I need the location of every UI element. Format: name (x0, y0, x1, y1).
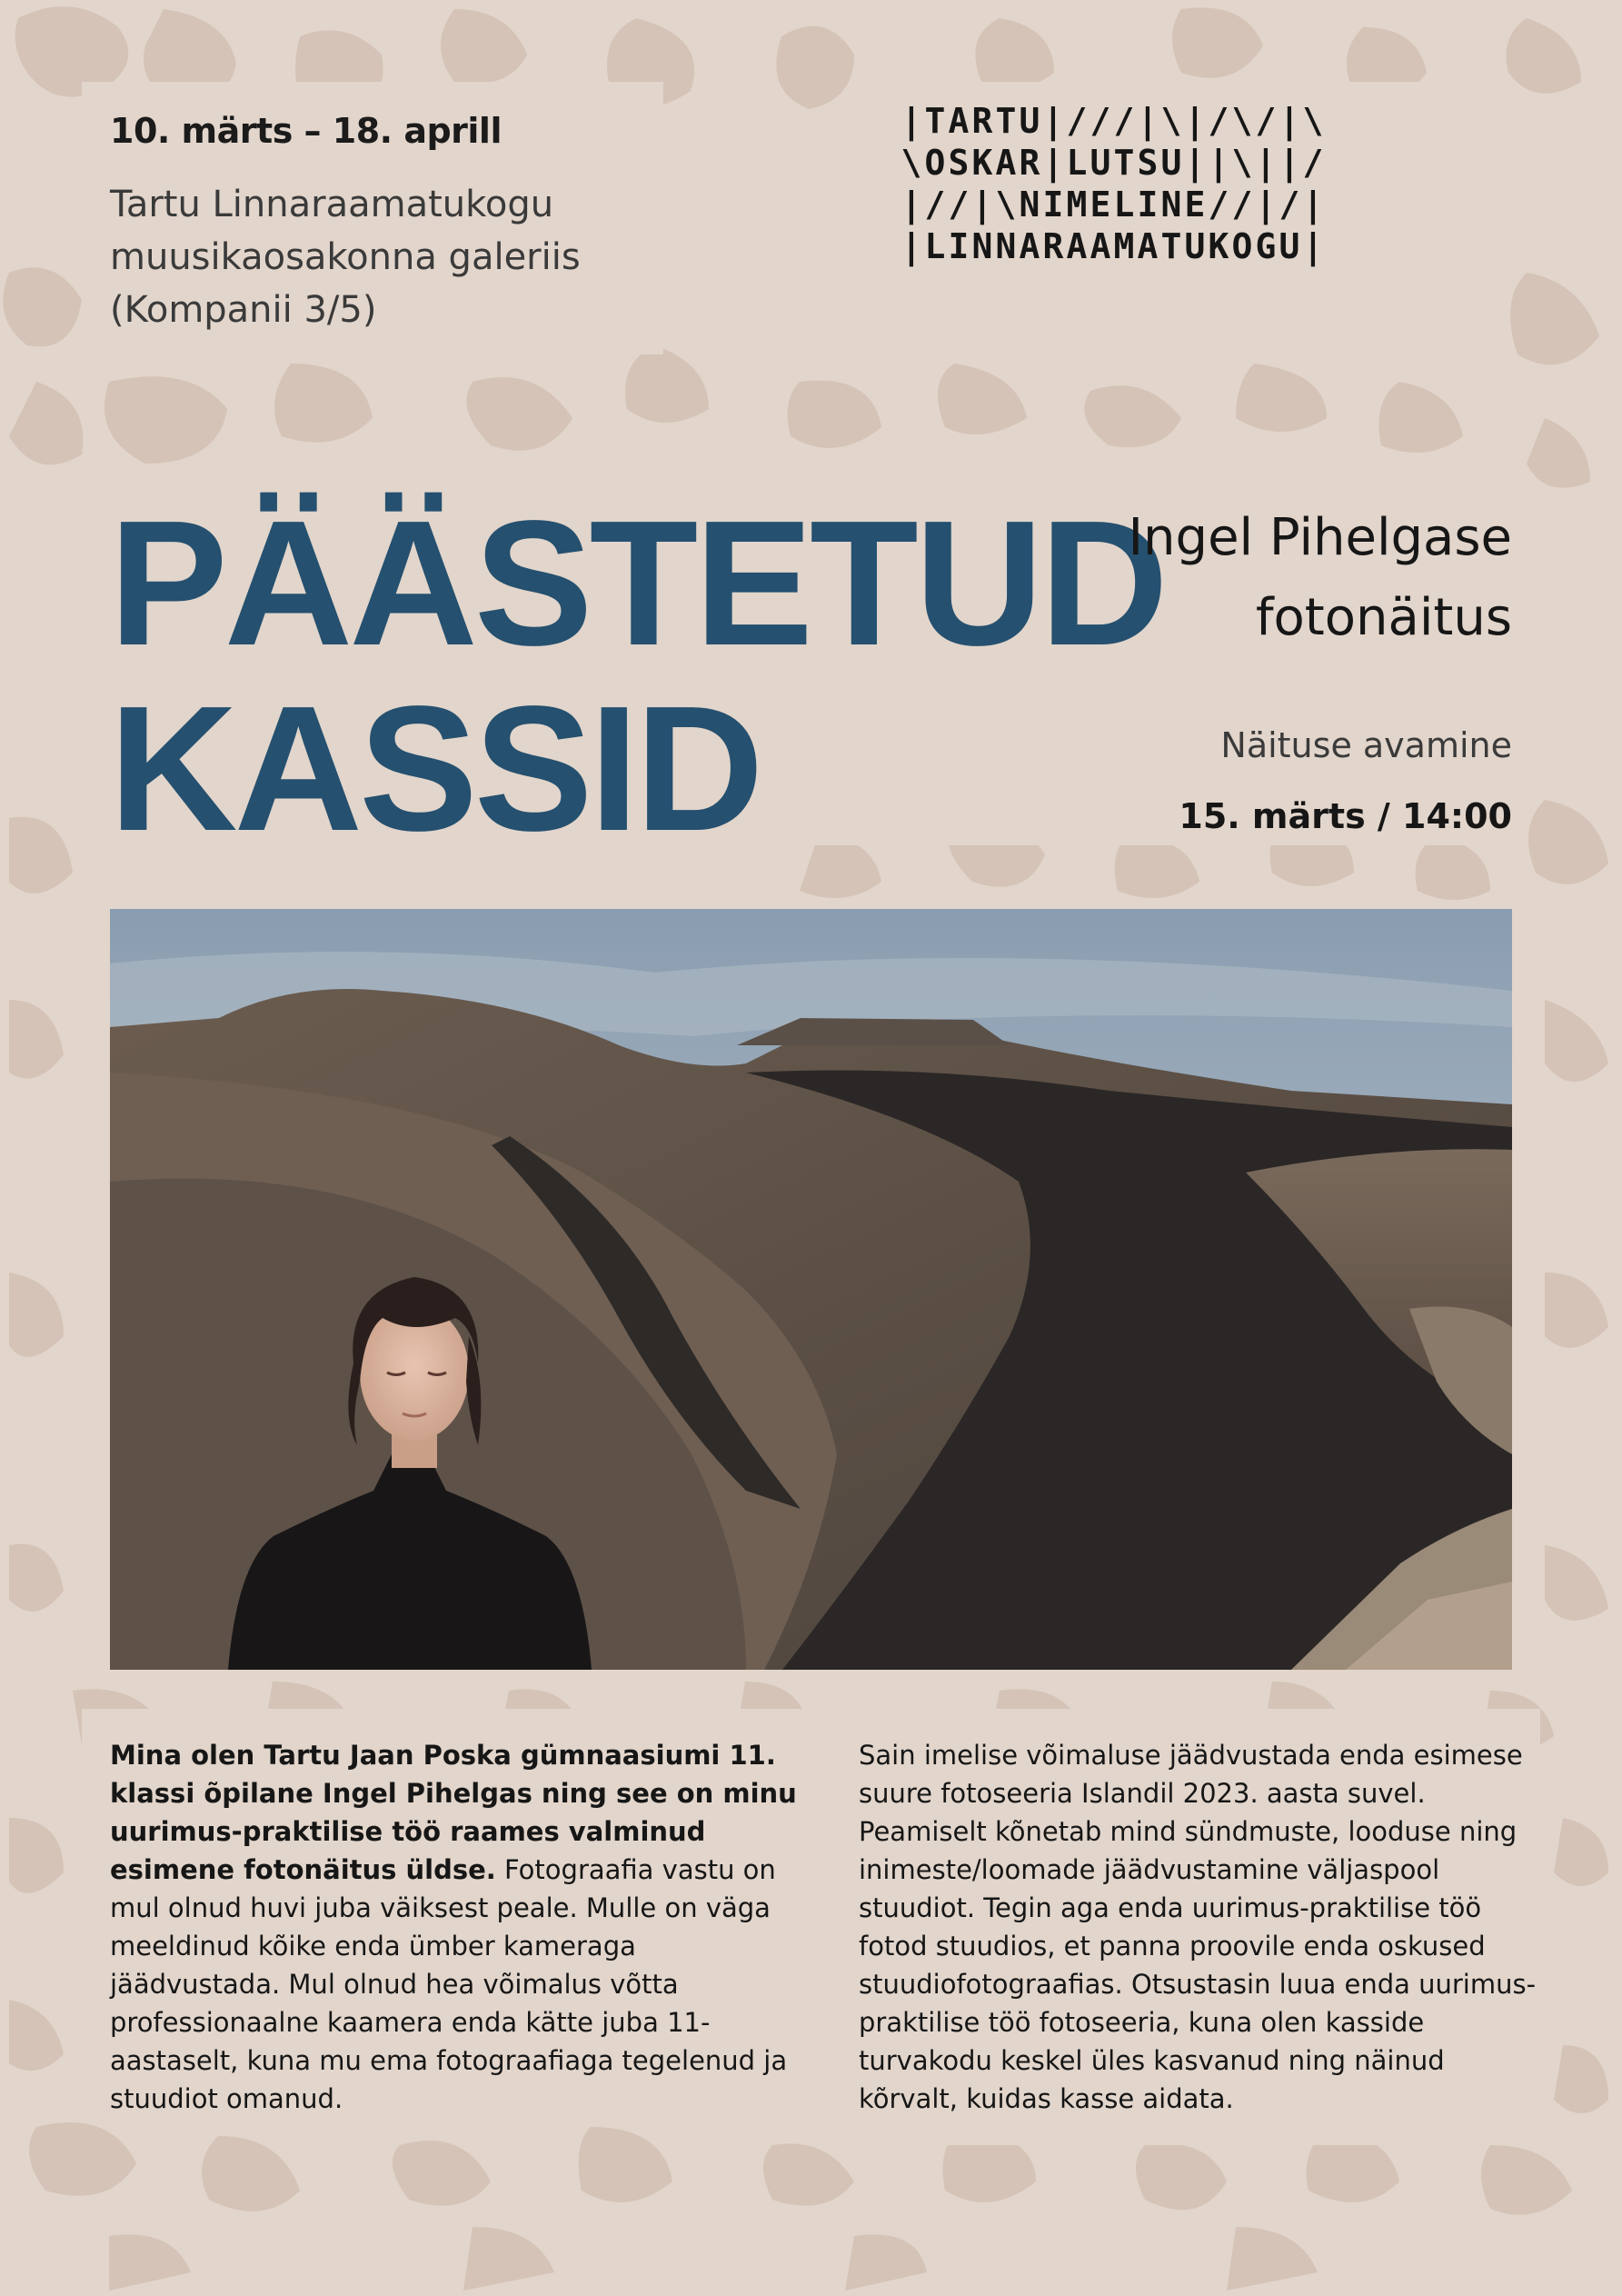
logo-char: S (948, 143, 970, 183)
logo-char: / (1090, 101, 1111, 141)
hero-photo (110, 909, 1512, 1670)
logo-char: | (1302, 185, 1324, 225)
logo-char: L (924, 226, 946, 266)
exhibition-title (109, 484, 1165, 868)
body-text-right: Sain imelise võimaluse jäädvustada enda esimese suure fotoseeria Islandil 2023. aasta suvel. Peamiselt kõnetab mind sündmuste, looduse ning inimeste/loomade jäädvustamine väljaspool stuudiot. Tegin aga enda uurimus-praktilise töö fotod stuudios, et panna proovile enda oskused stuudiofotograafias. Otsustasin luua enda uurimus-praktilise töö fotoseeria, kuna olen kasside turvakodu keskel üles kasvanud ning näinud kõrvalt, kuidas kasse aidata. (859, 1740, 1537, 2114)
logo-char: A (948, 101, 970, 141)
logo-char: N (1160, 185, 1182, 225)
exhibition-dates: 10. märts – 18. aprill (110, 111, 502, 151)
logo-char: / (1113, 101, 1135, 141)
logo-char: | (1302, 226, 1324, 266)
logo-row (900, 142, 1325, 184)
title-line: PÄÄSTETUD (109, 484, 1165, 683)
logo-char: | (1255, 143, 1277, 183)
logo-char: \ (1302, 101, 1324, 141)
logo-char: | (971, 185, 993, 225)
logo-char: A (1090, 226, 1111, 266)
logo-char: I (1137, 185, 1159, 225)
logo-char: | (1279, 143, 1300, 183)
body-text-left (110, 1736, 801, 2118)
logo-char: I (948, 226, 970, 266)
title-line: KASSID (109, 669, 761, 868)
logo-char: / (1208, 185, 1229, 225)
logo-char: / (948, 185, 970, 225)
logo-char: S (1137, 143, 1159, 183)
logo-char: / (1066, 101, 1088, 141)
venue-line: Tartu Linnaraamatukogu (110, 184, 554, 225)
subtitle-block (1129, 498, 1512, 836)
logo-char: A (1137, 226, 1159, 266)
logo-char: E (1090, 185, 1111, 225)
logo-char: \ (1160, 101, 1182, 141)
logo-char: \ (995, 185, 1017, 225)
logo-char: U (1279, 226, 1300, 266)
logo-char: N (995, 226, 1017, 266)
intro-text: Fotograafia vastu on mul olnud huvi juba väiksest peale. Mulle on väga meeldinud kõike enda ümber kameraga jäädvustada. Mul olnud hea võimalus võtta professionaalne kaamera enda kätte juba 11-aastaselt, kuna mu ema fotograafiaga tegelenud ja stuudiot omanud. (110, 1854, 788, 2114)
logo-char: G (1255, 226, 1277, 266)
logo-char: U (1090, 143, 1111, 183)
logo-char: / (1279, 185, 1300, 225)
logo-char: | (1279, 101, 1300, 141)
logo-char: N (1019, 185, 1040, 225)
logo-char: A (995, 143, 1017, 183)
logo-char: R (1019, 143, 1040, 183)
logo-char: K (971, 143, 993, 183)
logo-char: \ (1231, 143, 1253, 183)
logo-char: K (1208, 226, 1229, 266)
logo-char: L (1066, 143, 1088, 183)
logo-char: | (901, 185, 922, 225)
logo-char: M (1113, 226, 1135, 266)
logo-char: E (1184, 185, 1206, 225)
logo-char: | (1042, 143, 1064, 183)
intro-bold: Mina olen Tartu Jaan Poska gümnaasiumi 11. klassi õpilane Ingel Pihelgas ning see on minu uurimus-praktilise töö raames valminud esimene fotonäitus üldse. (110, 1740, 797, 1885)
opening-label: Näituse avamine (1220, 725, 1512, 765)
logo-char: T (995, 101, 1017, 141)
logo-char: / (1255, 101, 1277, 141)
logo-char: O (1231, 226, 1253, 266)
logo-char: | (901, 226, 922, 266)
logo-char: I (1042, 185, 1064, 225)
logo-char: \ (1231, 101, 1253, 141)
logo-char: / (1302, 143, 1324, 183)
logo-char: R (971, 101, 993, 141)
library-logo (900, 100, 1325, 267)
logo-row (900, 184, 1325, 225)
logo-char: R (1042, 226, 1064, 266)
logo-char: M (1066, 185, 1088, 225)
logo-char: N (971, 226, 993, 266)
logo-char: U (1184, 226, 1206, 266)
logo-char: | (1042, 101, 1064, 141)
logo-char: | (1208, 143, 1229, 183)
logo-row (900, 100, 1325, 142)
logo-char: | (1184, 143, 1206, 183)
logo-char: | (1137, 101, 1159, 141)
logo-char: | (901, 101, 922, 141)
logo-char: U (1019, 101, 1040, 141)
logo-char: O (924, 143, 946, 183)
logo-char: T (924, 101, 946, 141)
logo-char: L (1113, 185, 1135, 225)
logo-char: \ (901, 143, 922, 183)
photographer-name: Ingel Pihelgase (1128, 508, 1512, 567)
logo-char: | (1184, 101, 1206, 141)
logo-char: / (1231, 185, 1253, 225)
logo-char: T (1160, 226, 1182, 266)
logo-char: / (924, 185, 946, 225)
logo-char: U (1160, 143, 1182, 183)
logo-char: / (1208, 101, 1229, 141)
venue-line: (Kompanii 3/5) (110, 289, 377, 331)
logo-char: T (1113, 143, 1135, 183)
opening-datetime: 15. märts / 14:00 (1179, 796, 1512, 836)
venue (110, 178, 619, 336)
logo-char: A (1019, 226, 1040, 266)
logo-row (900, 225, 1325, 267)
logo-char: | (1255, 185, 1277, 225)
logo-char: A (1066, 226, 1088, 266)
venue-line: muusikaosakonna galeriis (110, 236, 581, 278)
exhibition-type: fotonäitus (1255, 588, 1512, 647)
